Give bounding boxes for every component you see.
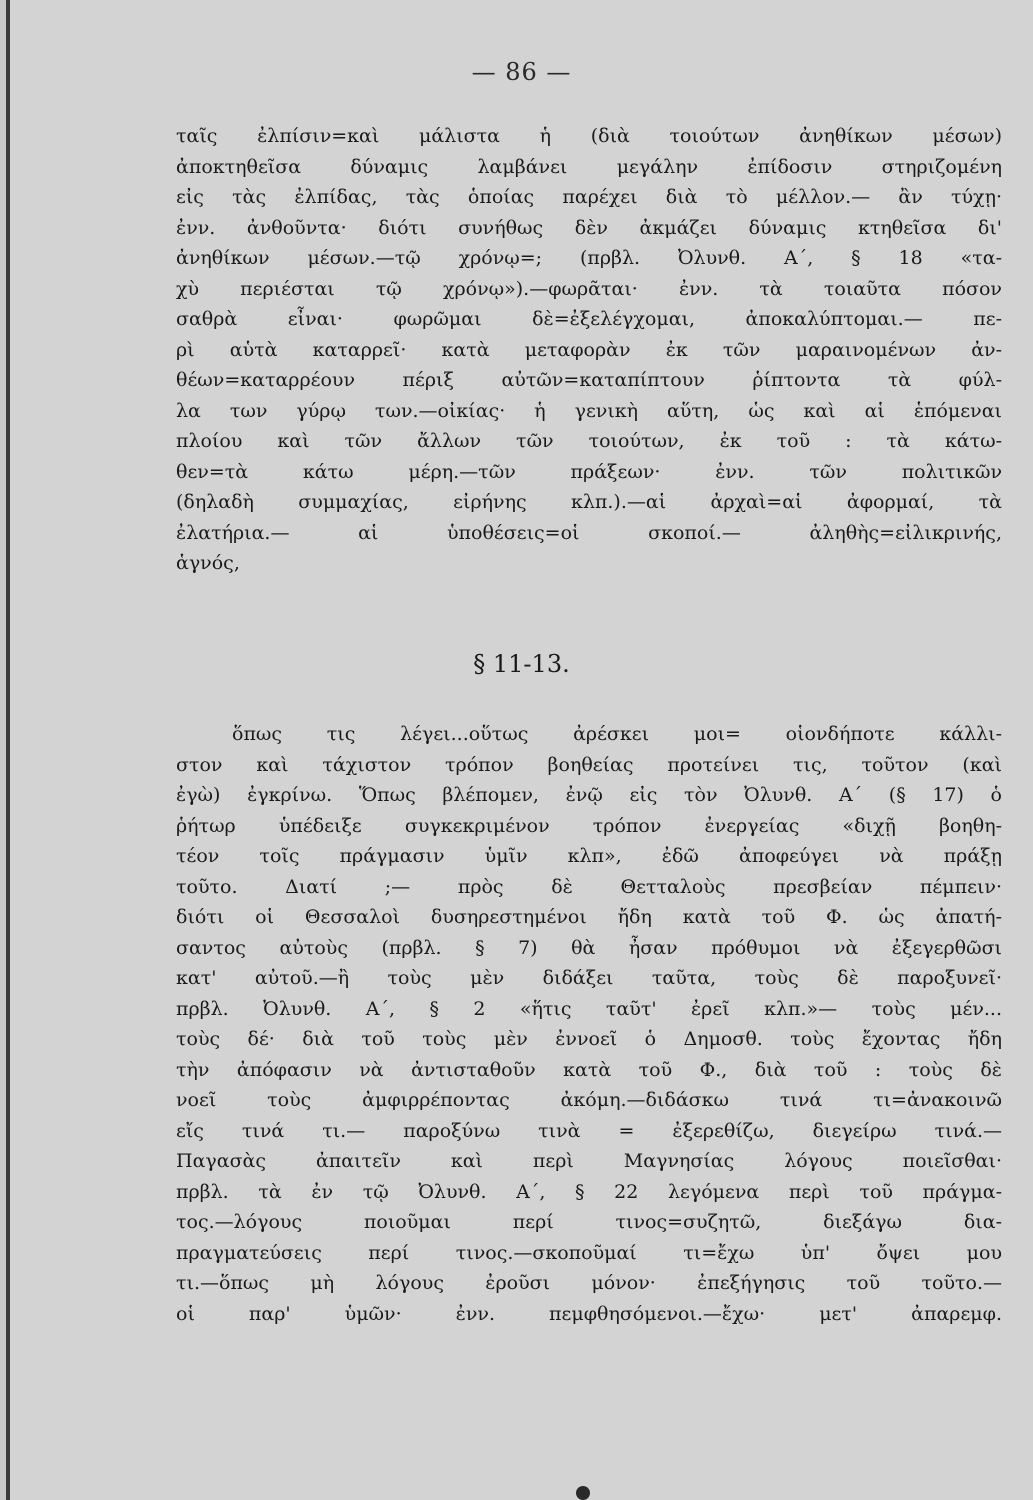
text-line: λα των γύρῳ των.—οἰκίας· ἡ γενικὴ αὕτη, ὡς καὶ αἱ ἑπόμεναι bbox=[176, 399, 1002, 422]
text-line: τὴν ἀπόφασιν νὰ ἀντισταθοῦν κατὰ τοῦ Φ., διὰ τοῦ : τοὺς δὲ bbox=[176, 1058, 1002, 1081]
text-line: ἐνν. ἀνθοῦντα· διότι συνήθως δὲν ἀκμάζει δύναμις κτηθεῖσα δι' bbox=[176, 216, 1002, 239]
text-line: Παγασὰς ἀπαιτεῖν καὶ περὶ Μαγνησίας λόγους ποιεῖσθαι· bbox=[176, 1150, 1002, 1172]
commentary-block-1 bbox=[176, 121, 1002, 579]
text-line: ὅπως τις λέγει...οὕτως ἀρέσκει μοι= οἱονδήποτε κάλλι- bbox=[232, 723, 1002, 745]
text-line: νοεῖ τοὺς ἀμφιρρέποντας ἀκόμη.—διδάσκω τινά τι=ἀνακοινῶ bbox=[176, 1089, 1002, 1111]
text-line: εἴς τινά τι.— παροξύνω τινὰ = ἐξερεθίζω, διεγείρω τινά.— bbox=[176, 1119, 1002, 1142]
text-line: τος.—λόγους ποιοῦμαι περί τινος=συζητῶ, διεξάγω δια- bbox=[176, 1211, 1002, 1233]
text-line: θεν=τὰ κάτω μέρη.—τῶν πράξεων· ἐνν. τῶν πολιτικῶν bbox=[176, 460, 1002, 483]
text-line: τέον τοῖς πράγμασιν ὑμῖν κλπ», ἐδῶ ἀποφεύγει νὰ πράξῃ bbox=[176, 845, 1002, 867]
commentary-block-2 bbox=[176, 719, 1002, 1329]
page-mark bbox=[576, 1486, 590, 1500]
text-line: τι.—ὅπως μὴ λόγους ἐροῦσι μόνον· ἐπεξήγησις τοῦ τοῦτο.— bbox=[176, 1272, 1002, 1294]
page-number: — 86 — bbox=[471, 58, 572, 86]
text-line: ῥήτωρ ὑπέδειξε συγκεκριμένον τρόπον ἐνεργείας «διχῇ βοηθη- bbox=[176, 814, 1002, 837]
text-line: πρβλ. τὰ ἐν τῷ Ὀλυνθ. Α΄, § 22 λεγόμενα περὶ τοῦ πράγμα- bbox=[176, 1180, 1002, 1203]
text-line: τοῦτο. Διατί ;— πρὸς δὲ Θετταλοὺς πρεσβείαν πέμπειν· bbox=[176, 875, 1002, 898]
text-line: χὺ περιέσται τῷ χρόνῳ»).—φωρᾶται· ἐνν. τὰ τοιαῦτα πόσον bbox=[176, 277, 1002, 300]
text-line: (δηλαδὴ συμμαχίας, εἰρήνης κλπ.).—αἱ ἀρχαὶ=αἱ ἀφορμαί, τὰ bbox=[176, 491, 1002, 513]
text-line: ἀνηθίκων μέσων.—τῷ χρόνῳ=; (πρβλ. Ὀλυνθ. Α΄, § 18 «τα- bbox=[176, 247, 1002, 269]
text-line: κατ' αὐτοῦ.—ἢ τοὺς μὲν διδάξει ταῦτα, τοὺς δὲ παροξυνεῖ· bbox=[176, 967, 1002, 989]
text-line: πραγματεύσεις περί τινος.—σκοποῦμαί τι=ἔχω ὑπ' ὄψει μου bbox=[176, 1241, 1002, 1264]
text-line: ἁγνός, bbox=[176, 552, 240, 574]
text-line: πρβλ. Ὀλυνθ. Α΄, § 2 «ἥτις ταῦτ' ἐρεῖ κλπ.»— τοὺς μέν... bbox=[176, 997, 1002, 1020]
book-page bbox=[6, 0, 1033, 1500]
text-line: πλοίου καὶ τῶν ἄλλων τῶν τοιούτων, ἐκ τοῦ : τὰ κάτω- bbox=[176, 430, 1002, 452]
section-heading: § 11-13. bbox=[473, 650, 570, 678]
text-line: ἐγὼ) ἐγκρίνω. Ὅπως βλέπομεν, ἐνῷ εἰς τὸν Ὀλυνθ. Α΄ (§ 17) ὁ bbox=[176, 784, 1002, 806]
text-line: στον καὶ τάχιστον τρόπον βοηθείας προτείνει τις, τοῦτον (καὶ bbox=[176, 753, 1002, 776]
text-line: εἰς τὰς ἐλπίδας, τὰς ὁποίας παρέχει διὰ τὸ μέλλον.— ἂν τύχῃ· bbox=[176, 186, 1002, 208]
text-line: ἀποκτηθεῖσα δύναμις λαμβάνει μεγάλην ἐπίδοσιν στηριζομένη bbox=[176, 155, 1002, 178]
text-line: σαντος αὐτοὺς (πρβλ. § 7) θὰ ἦσαν πρόθυμοι νὰ ἐξεγερθῶσι bbox=[176, 936, 1002, 959]
text-line: ταῖς ἐλπίσιν=καὶ μάλιστα ἡ (διὰ τοιούτων ἀνηθίκων μέσων) bbox=[176, 125, 1002, 147]
text-line: ἐλατήρια.— αἱ ὑποθέσεις=οἱ σκοποί.— ἀληθὴς=εἰλικρινής, bbox=[176, 521, 1002, 544]
text-line: οἱ παρ' ὑμῶν· ἐνν. πεμφθησόμενοι.—ἔχω· μετ' ἀπαρεμφ. bbox=[176, 1302, 1002, 1325]
text-line: ρὶ αὑτὰ καταρρεῖ· κατὰ μεταφορὰν ἐκ τῶν μαραινομένων ἀν- bbox=[176, 338, 1002, 361]
text-line: σαθρὰ εἶναι· φωρῶμαι δὲ=ἐξελέγχομαι, ἀποκαλύπτομαι.— πε- bbox=[176, 308, 1002, 330]
text-line: διότι οἱ Θεσσαλοὶ δυσηρεστημένοι ἤδη κατὰ τοῦ Φ. ὡς ἀπατή- bbox=[176, 906, 1002, 928]
text-line: τοὺς δέ· διὰ τοῦ τοὺς μὲν ἐννοεῖ ὁ Δημοσθ. τοὺς ἔχοντας ἤδη bbox=[176, 1028, 1002, 1050]
text-line: θέων=καταρρέουν πέριξ αὐτῶν=καταπίπτουν ῥίπτοντα τὰ φύλ- bbox=[176, 369, 1002, 391]
